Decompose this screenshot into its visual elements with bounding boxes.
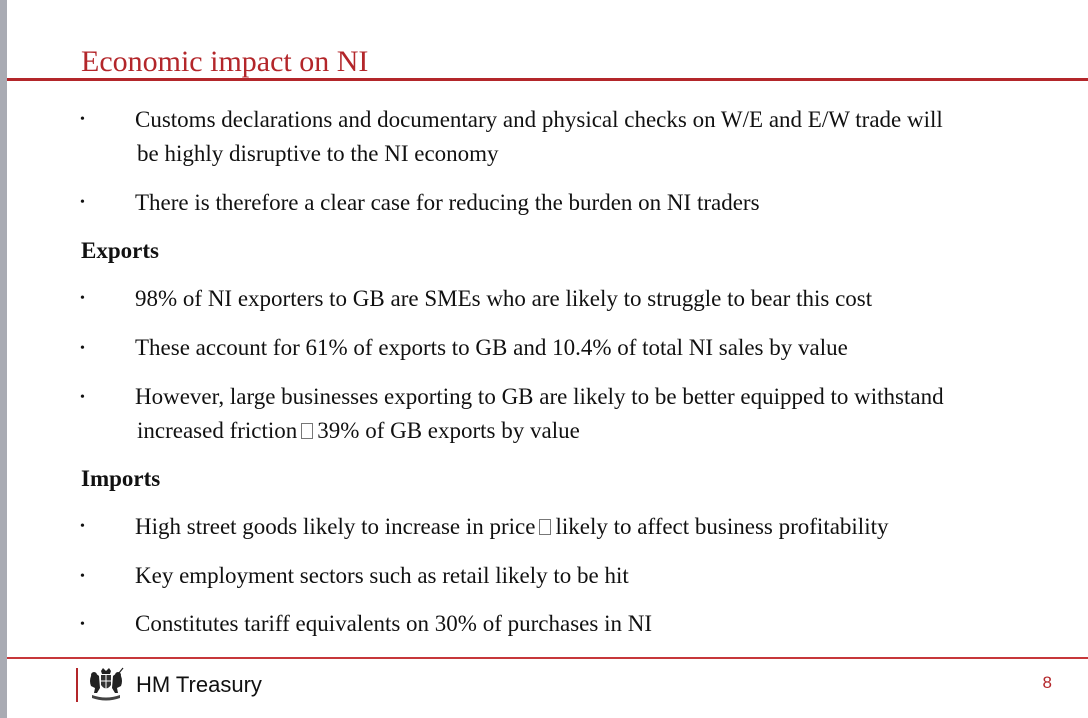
missing-glyph-box [301, 423, 313, 439]
exports-bullet-3-line1: However, large businesses exporting to GB are likely to be better equipped to withstand [135, 384, 944, 409]
left-edge-strip [0, 0, 7, 718]
bullet-marker: • [80, 291, 85, 306]
imports-bullet-3 [135, 607, 1035, 641]
imports-bullet-1 [135, 510, 1035, 544]
royal-coat-of-arms-icon [86, 666, 126, 702]
exports-bullet-3-line2-after: 39% of GB exports by value [317, 418, 580, 443]
bullet-marker: • [80, 519, 85, 534]
exports-bullet-3 [135, 380, 1035, 448]
imports-bullet-2 [135, 559, 1035, 593]
imports-heading: Imports [81, 466, 161, 491]
bullet-marker: • [80, 390, 85, 405]
exports-bullet-1-text: 98% of NI exporters to GB are SMEs who are likely to struggle to bear this cost [135, 286, 873, 311]
intro-bullet-1 [135, 103, 1035, 171]
exports-bullet-2 [135, 331, 1035, 365]
imports-bullet-1-after: likely to affect business profitability [555, 514, 889, 539]
footer-accent-bar [76, 668, 78, 702]
imports-bullet-2-text: Key employment sectors such as retail likely to be hit [135, 563, 629, 588]
bullet-marker: • [80, 341, 85, 356]
intro-bullet-1-line1: Customs declarations and documentary and physical checks on W/E and E/W trade will [135, 107, 943, 132]
bullet-marker: • [80, 112, 85, 127]
footer-org-name: HM Treasury [136, 672, 262, 697]
title-divider [7, 78, 1088, 81]
exports-heading: Exports [81, 238, 159, 263]
exports-bullet-3-line2-before: increased friction [137, 418, 298, 443]
imports-bullet-1-before: High street goods likely to increase in price [135, 514, 536, 539]
bullet-marker: • [80, 195, 85, 210]
intro-bullet-1-line2: be highly disruptive to the NI economy [137, 141, 499, 166]
exports-bullet-3-line2 [135, 414, 1035, 448]
page-number: 8 [1042, 673, 1052, 692]
intro-bullet-2 [135, 186, 1035, 220]
footer-divider [7, 657, 1088, 659]
bullet-marker: • [80, 617, 85, 632]
imports-bullet-3-text: Constitutes tariff equivalents on 30% of purchases in NI [135, 611, 652, 636]
missing-glyph-box [539, 519, 551, 535]
intro-bullet-2-text: There is therefore a clear case for reducing the burden on NI traders [135, 190, 760, 215]
exports-bullet-2-text: These account for 61% of exports to GB and 10.4% of total NI sales by value [135, 335, 848, 360]
bullet-marker: • [80, 569, 85, 584]
slide-title: Economic impact on NI [81, 45, 369, 78]
exports-bullet-1 [135, 282, 1035, 316]
